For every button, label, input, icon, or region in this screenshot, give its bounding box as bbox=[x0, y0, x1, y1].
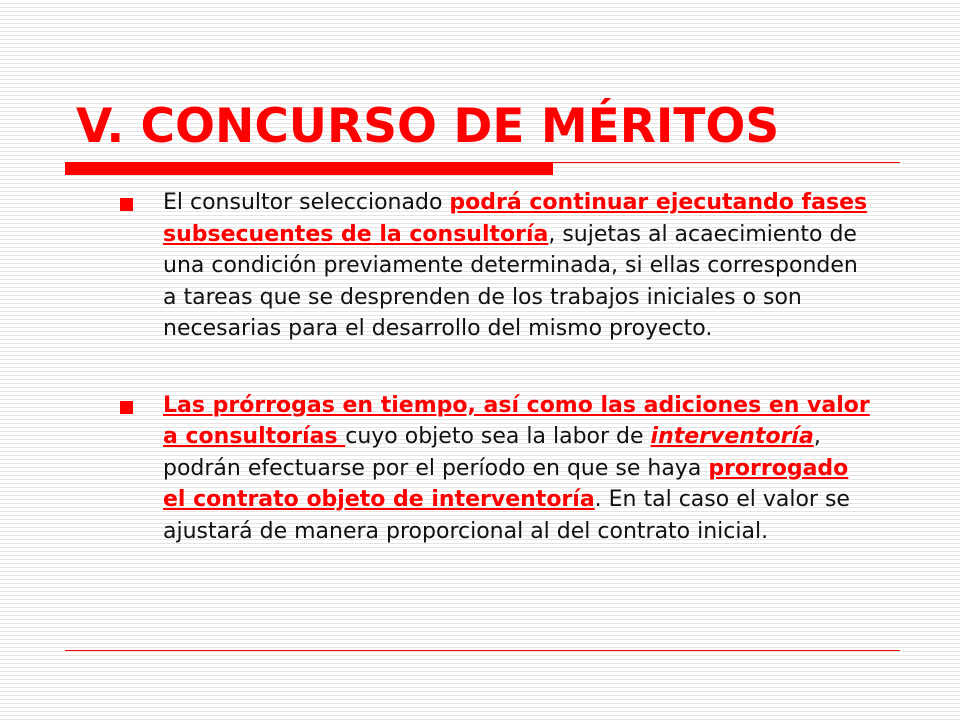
bullet-segment: El consultor seleccionado bbox=[163, 190, 450, 215]
slide-title: V. CONCURSO DE MÉRITOS bbox=[76, 99, 780, 154]
bullet-segment-emphasis: Las prórrogas en tiempo, así como las adiciones en valor a consultorías bbox=[163, 392, 870, 449]
bullet-segment: cuyo objeto sea la labor de bbox=[345, 424, 651, 449]
bullet-segment-emphasis: prorrogado el contrato objeto de interventoría bbox=[163, 455, 849, 512]
bullet-text bbox=[163, 390, 873, 548]
bullet-item bbox=[120, 187, 880, 345]
bullet-list bbox=[120, 187, 880, 547]
title-underline-thin bbox=[553, 162, 900, 163]
square-bullet-icon bbox=[120, 198, 133, 211]
bullet-segment-emphasis: podrá continuar ejecutando fases subsecuentes de la consultoría bbox=[163, 190, 868, 247]
bullet-segment-emphasis-italic: interventoría bbox=[650, 424, 814, 449]
bottom-rule bbox=[65, 650, 900, 651]
bullet-text bbox=[163, 187, 873, 345]
bullet-segment: , podrán efectuarse por el período en que se haya bbox=[163, 424, 821, 481]
bullet-item bbox=[120, 390, 880, 548]
square-bullet-icon bbox=[120, 401, 133, 414]
bullet-segment: . En tal caso el valor se ajustará de manera proporcional al del contrato inicial. bbox=[163, 487, 850, 544]
title-underline-thick bbox=[65, 162, 553, 175]
bullet-segment: , sujetas al acaecimiento de una condición previamente determinada, si ellas corresponden a tareas que se desprenden de los trabajos iniciales o son necesarias para el desarrollo del mismo proyecto. bbox=[163, 221, 858, 341]
